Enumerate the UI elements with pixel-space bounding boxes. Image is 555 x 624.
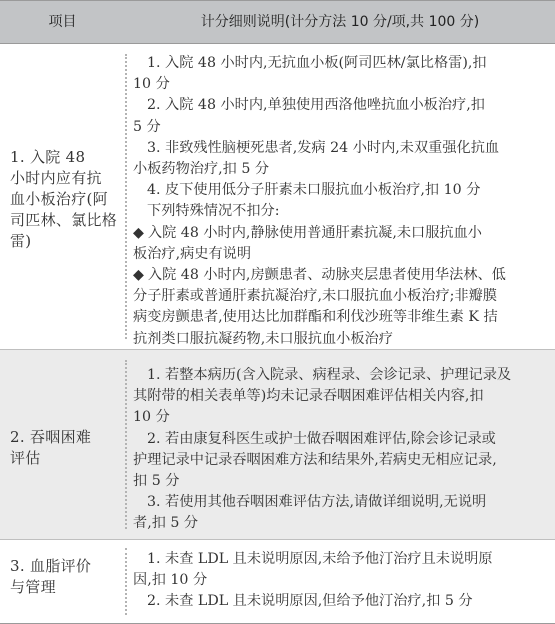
rule-line: 1. 入院 48 小时内,无抗血小板(阿司匹林/氯比格雷),扣	[147, 55, 487, 71]
rule-line: 病变房颤患者,使用达比加群酯和利伐沙班等非维生素 K 拮	[133, 309, 498, 326]
rule-line: 抗剂类口服抗凝药物,未口服抗血小板治疗	[133, 330, 393, 347]
header-item-column: 项目	[48, 14, 77, 30]
category-line: 3. 血脂评价	[10, 557, 92, 575]
category-line: 2. 吞咽困难	[10, 428, 92, 446]
rule-line: 小板药物治疗,扣 5 分	[133, 161, 270, 178]
header-rules-column: 计分细则说明(计分方法 10 分/项,共 100 分)	[200, 14, 480, 30]
rule-line: 5 分	[133, 118, 161, 135]
row-rules	[133, 549, 545, 613]
table-row	[0, 540, 555, 624]
table-row	[0, 44, 555, 350]
rule-line: 10 分	[133, 409, 170, 426]
rule-line: 1. 未查 LDL 且未说明原因,未给予他汀治疗且未说明原	[147, 551, 493, 567]
row-rules	[133, 365, 545, 535]
category-line: 与管理	[10, 578, 56, 596]
column-divider	[125, 548, 127, 615]
rule-line: 2. 若由康复科医生或护士做吞咽困难评估,除会诊记录或	[147, 430, 496, 447]
category-line: 评估	[10, 449, 41, 467]
rule-line: 其附带的相关表单等)均未记录吞咽困难评估相关内容,扣	[133, 388, 484, 405]
column-divider	[125, 54, 127, 339]
rule-line: 3. 若使用其他吞咽困难评估方法,请做详细说明,无说明	[147, 494, 487, 511]
rule-line: 板治疗,病史有说明	[133, 245, 252, 262]
rule-line: 扣 5 分	[133, 473, 180, 490]
category-line: 雷)	[10, 232, 32, 250]
rule-line: 下列特殊情况不扣分:	[147, 203, 280, 220]
category-line: 1. 入院 48	[10, 148, 86, 166]
category-line: 小时内应有抗	[10, 169, 102, 187]
rule-line: 者,扣 5 分	[133, 515, 199, 532]
row-rules	[133, 53, 545, 350]
category-line: 血小板治疗(阿	[10, 190, 108, 208]
diamond-bullet-icon: ◆	[133, 267, 144, 284]
category-line: 司匹林、氯比格	[10, 211, 118, 229]
column-divider	[125, 360, 127, 529]
table-row	[0, 350, 555, 540]
rule-line: 2. 入院 48 小时内,单独使用西洛他唑抗血小板治疗,扣	[147, 97, 485, 114]
table-header	[0, 0, 555, 44]
diamond-bullet-icon: ◆	[133, 224, 144, 241]
row-category	[10, 147, 118, 252]
rule-line: 分子肝素或普通肝素抗凝治疗,未口服抗血小板治疗;非瓣膜	[133, 288, 497, 305]
rule-line: 护理记录中记录吞咽困难方法和结果外,若病史无相应记录,	[133, 451, 497, 468]
bullet-line	[133, 265, 545, 286]
row-category	[10, 427, 118, 469]
rule-line: 10 分	[133, 76, 170, 93]
bullet-line	[133, 223, 545, 244]
rule-line: 2. 未查 LDL 且未说明原因,但给予他汀治疗,扣 5 分	[147, 593, 473, 610]
rule-line: 1. 若整本病历(含入院录、病程录、会诊记录、护理记录及	[147, 367, 512, 383]
rule-line: 3. 非致残性脑梗死患者,发病 24 小时内,未双重强化抗血	[147, 139, 500, 156]
rule-line: 因,扣 10 分	[133, 572, 208, 589]
rule-line: 入院 48 小时内,静脉使用普通肝素抗凝,未口服抗血小	[147, 224, 482, 241]
rule-line: 入院 48 小时内,房颤患者、动脉夹层患者使用华法林、低	[147, 267, 506, 284]
row-category	[10, 556, 118, 598]
rule-line: 4. 皮下使用低分子肝素未口服抗血小板治疗,扣 10 分	[147, 182, 481, 199]
